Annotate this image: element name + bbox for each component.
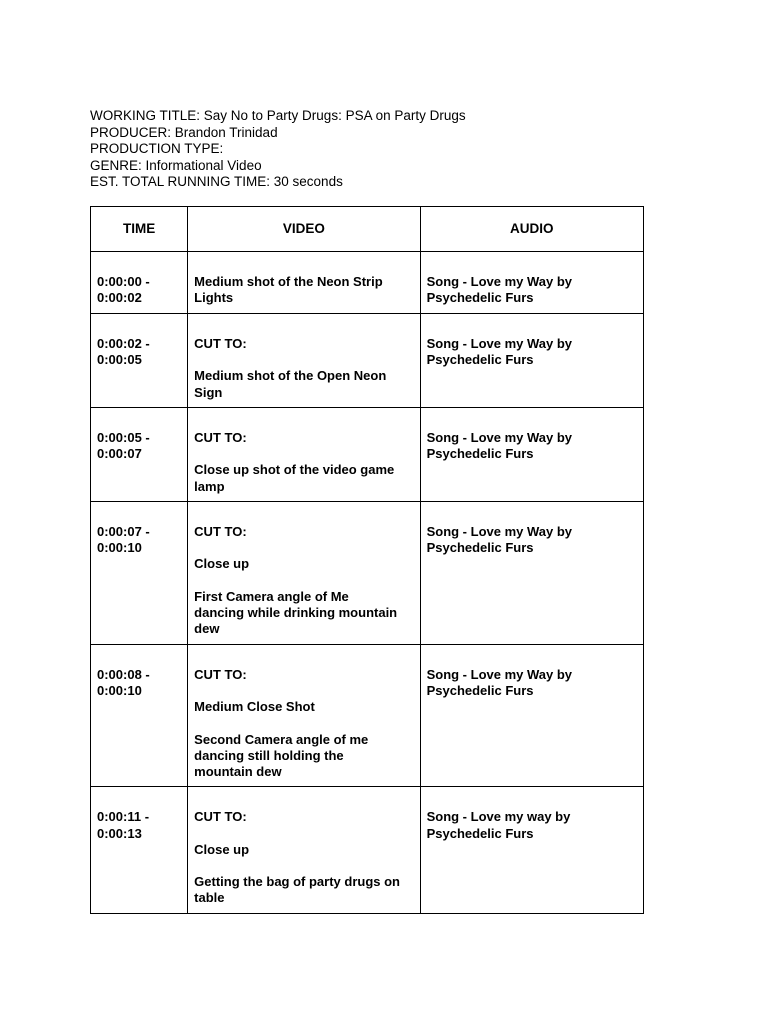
audio-cell	[420, 502, 643, 645]
video-cell	[188, 787, 420, 913]
time-cell	[91, 502, 188, 645]
audio-cell	[420, 645, 643, 787]
audio-text: Song - Love my Way by Psychedelic Furs	[426, 274, 573, 306]
audio-text: Song - Love my Way by Psychedelic Furs	[426, 430, 573, 462]
time-text: 0:00:11 - 0:00:13	[97, 809, 150, 841]
video-cell	[188, 314, 420, 408]
video-text: CUT TO:	[194, 667, 247, 682]
audio-cell	[420, 314, 643, 408]
audio-text: Song - Love my Way by Psychedelic Furs	[426, 667, 573, 699]
table-row	[91, 408, 644, 502]
audio-text: Song - Love my way by Psychedelic Furs	[426, 809, 571, 841]
time-cell	[91, 645, 188, 787]
video-text: Medium shot of the Neon Strip Lights	[194, 274, 383, 306]
document-header	[90, 108, 466, 191]
audio-cell	[420, 252, 643, 314]
table-header-row	[91, 207, 644, 252]
table-body	[91, 252, 644, 914]
column-header-audio: AUDIO	[420, 207, 643, 252]
video-text: Getting the bag of party drugs on table	[194, 874, 401, 906]
video-text: Medium shot of the Open Neon Sign	[194, 368, 387, 400]
audio-cell	[420, 408, 643, 502]
running-time: EST. TOTAL RUNNING TIME: 30 seconds	[90, 174, 343, 189]
table-row	[91, 645, 644, 787]
audio-text: Song - Love my Way by Psychedelic Furs	[426, 524, 573, 556]
video-text: CUT TO:	[194, 336, 247, 351]
video-text: CUT TO:	[194, 524, 247, 539]
column-header-video: VIDEO	[188, 207, 420, 252]
video-cell	[188, 408, 420, 502]
time-cell	[91, 408, 188, 502]
time-text: 0:00:00 - 0:00:02	[97, 274, 150, 306]
time-text: 0:00:08 - 0:00:10	[97, 667, 150, 699]
video-text: First Camera angle of Me dancing while drinking mountain dew	[194, 588, 398, 637]
working-title: WORKING TITLE: Say No to Party Drugs: PSA on Party Drugs	[90, 108, 466, 123]
column-header-time: TIME	[91, 207, 188, 252]
audio-cell	[420, 787, 643, 913]
table-row	[91, 787, 644, 913]
video-cell	[188, 252, 420, 314]
producer: PRODUCER: Brandon Trinidad	[90, 124, 278, 140]
av-script-table	[90, 206, 644, 914]
video-cell	[188, 645, 420, 787]
production-type: PRODUCTION TYPE:	[90, 141, 224, 156]
time-cell	[91, 252, 188, 314]
video-text: Medium Close Shot	[194, 699, 315, 715]
video-text: CUT TO:	[194, 430, 247, 445]
video-text: Close up	[194, 556, 250, 572]
video-text: CUT TO:	[194, 809, 247, 825]
time-text: 0:00:05 - 0:00:07	[97, 430, 150, 462]
time-text: 0:00:07 - 0:00:10	[97, 524, 150, 556]
video-text: Close up	[194, 841, 250, 857]
video-text: Close up shot of the video game lamp	[194, 462, 395, 494]
table-row	[91, 314, 644, 408]
time-text: 0:00:02 - 0:00:05	[97, 336, 150, 368]
time-cell	[91, 787, 188, 913]
genre: GENRE: Informational Video	[90, 157, 262, 173]
video-text: Second Camera angle of me dancing still holding the mountain dew	[194, 731, 369, 780]
table-row	[91, 502, 644, 645]
audio-text: Song - Love my Way by Psychedelic Furs	[426, 336, 573, 368]
video-cell	[188, 502, 420, 645]
time-cell	[91, 314, 188, 408]
table-row	[91, 252, 644, 314]
